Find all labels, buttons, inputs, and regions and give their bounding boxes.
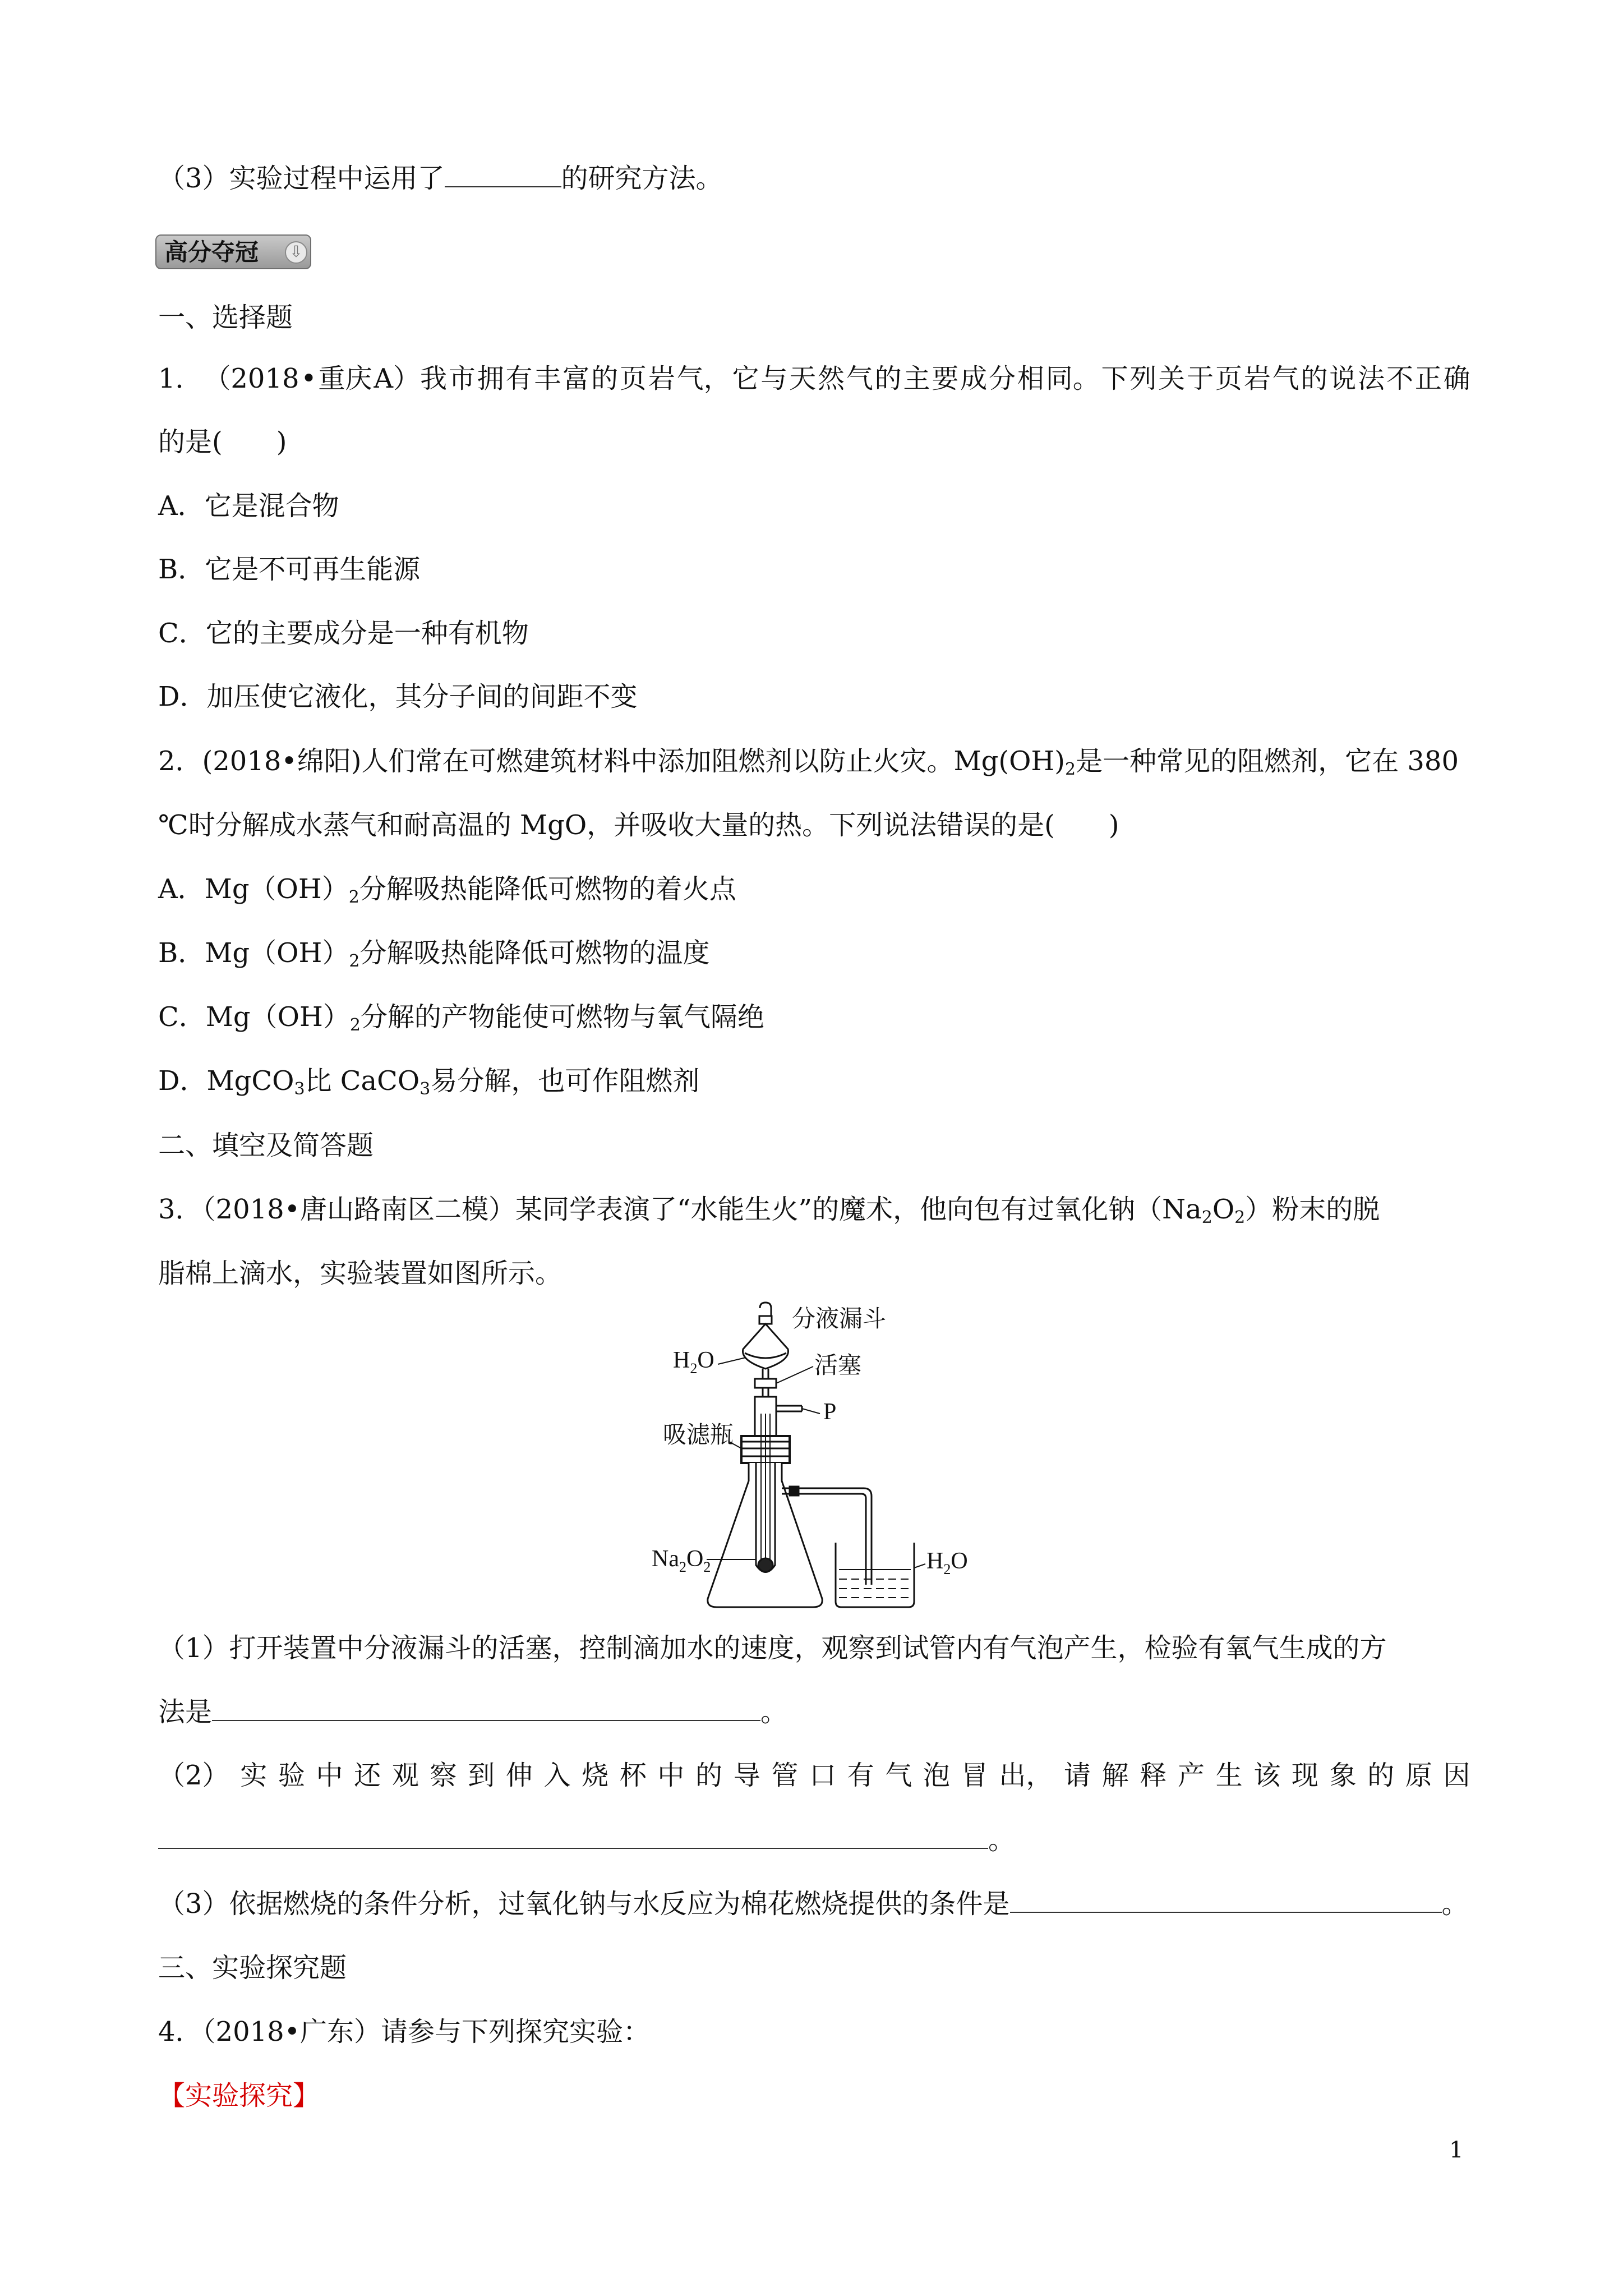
text-segment: 气 bbox=[1272, 363, 1299, 394]
text-segment: 岩 bbox=[648, 363, 675, 394]
text-segment: 观 bbox=[391, 1760, 419, 1791]
prev-question-3: （3）实验过程中运用了 的研究方法。 bbox=[158, 163, 723, 194]
text-segment: 富 bbox=[562, 363, 590, 394]
text-segment: 列 bbox=[1129, 363, 1157, 394]
question-2-option-d: D．MgCO$_3$比 CaCO$_3$易分解，也可作阻燃剂 bbox=[158, 1065, 700, 1099]
text-segment: 现 bbox=[1291, 1760, 1318, 1791]
text-segment: 页 bbox=[1215, 363, 1242, 394]
text-segment: 到 bbox=[468, 1760, 495, 1791]
text-segment: 要 bbox=[932, 363, 959, 394]
text-segment: 的 bbox=[695, 1760, 723, 1791]
question-2-option-a: A．$Mg(OH)_2$分解吸热能降低可燃物的着火点 bbox=[158, 873, 736, 907]
question-4-line1: 4．（2018•广东）请参与下列探究实验： bbox=[158, 2016, 651, 2047]
question-1-line2: 的是( ) bbox=[158, 426, 287, 458]
p-label: P bbox=[823, 1399, 837, 1425]
text-segment: 它 bbox=[732, 363, 759, 394]
text-segment: 还 bbox=[354, 1760, 381, 1791]
text-segment: 解 bbox=[1101, 1760, 1129, 1791]
question-3-line1: 3．（2018•唐山路南区二模）某同学表演了“水能生火”的魔术，他向包有过氧化钠$(Na_2O_2)$粉末的脱 bbox=[158, 1194, 1380, 1227]
na2o2-powder bbox=[758, 1558, 773, 1572]
text-segment: 确 bbox=[1443, 363, 1470, 394]
question-2-option-c: C．$Mg(OH)_2$分解的产物能使可燃物与氧气隔绝 bbox=[158, 1001, 764, 1035]
section-badge: 高分夺冠 bbox=[155, 234, 311, 269]
section-heading-1: 一、选择题 bbox=[158, 302, 293, 333]
h2o-pointer bbox=[718, 1358, 746, 1364]
text-segment: 中 bbox=[657, 1760, 685, 1791]
answer-blank[interactable] bbox=[445, 163, 561, 187]
text-segment: 相 bbox=[1017, 363, 1044, 394]
text-segment: 杯 bbox=[619, 1760, 647, 1791]
text-segment: 天 bbox=[789, 363, 817, 394]
text-segment: 实 bbox=[240, 1760, 268, 1791]
stopcock bbox=[755, 1379, 776, 1388]
text-segment: 生 bbox=[1215, 1760, 1243, 1791]
answer-blank[interactable] bbox=[158, 1824, 988, 1849]
text-segment: 正 bbox=[1414, 363, 1442, 394]
text-segment: 导 bbox=[733, 1760, 760, 1791]
text-segment: 拥 bbox=[477, 363, 504, 394]
h2o-right-label: $H_2O$ bbox=[926, 1548, 968, 1577]
tube-connector bbox=[790, 1487, 799, 1496]
text-segment: 1． bbox=[158, 363, 202, 394]
text-segment: 冒 bbox=[961, 1760, 988, 1791]
text-segment: 中 bbox=[316, 1760, 343, 1791]
text-segment: 的 bbox=[1367, 1760, 1395, 1791]
apparatus-diagram bbox=[645, 1301, 1015, 1616]
text-segment: 管 bbox=[771, 1760, 799, 1791]
question-1-option-a: A．它是混合物 bbox=[158, 490, 339, 522]
question-2-line1: 2．(2018•绵阳)人们常在可燃建筑材料中添加阻燃剂以防止火灾。$Mg(OH)_2$是一种常见的阻燃剂，它在 380 bbox=[158, 746, 1459, 779]
text-segment: 察 bbox=[430, 1760, 457, 1791]
text-segment: 岩 bbox=[1243, 363, 1271, 394]
text-segment: • bbox=[301, 363, 317, 394]
h2o-left-label: $H_2O$ bbox=[673, 1347, 714, 1377]
text-segment: 有 bbox=[505, 363, 533, 394]
answer-blank[interactable] bbox=[212, 1696, 760, 1721]
text-segment: 的 bbox=[591, 363, 619, 394]
text-segment: （2） bbox=[158, 1760, 229, 1791]
section-heading-2: 二、填空及简答题 bbox=[158, 1130, 374, 1161]
text-segment: 的 bbox=[874, 363, 902, 394]
text-segment: A）我 bbox=[374, 363, 448, 394]
experiment-heading: 【实验探究】 bbox=[158, 2080, 320, 2111]
text-segment: 成 bbox=[960, 363, 988, 394]
question-1-line1 bbox=[158, 362, 1470, 395]
h2o-right-pointer bbox=[914, 1564, 925, 1568]
na2o2-label: $Na_2O_2$ bbox=[652, 1546, 711, 1575]
question-3-sub1-line1: （1）打开装置中分液漏斗的活塞，控制滴加水的速度，观察到试管内有气泡产生，检验有氧气生成的方 bbox=[158, 1632, 1387, 1664]
text-segment: 释 bbox=[1140, 1760, 1167, 1791]
text-segment: 重庆 bbox=[318, 363, 372, 394]
section-heading-3: 三、实验探究题 bbox=[158, 1952, 347, 1984]
text-segment: 请 bbox=[1063, 1760, 1091, 1791]
question-1-option-b: B．它是不可再生能源 bbox=[158, 554, 421, 585]
text-segment: 与 bbox=[760, 363, 788, 394]
text-segment: 烧 bbox=[582, 1760, 609, 1791]
question-3-line2: 脂棉上滴水，实验装置如图所示。 bbox=[158, 1258, 562, 1289]
question-3-sub2-line1 bbox=[158, 1759, 1470, 1792]
text-segment: 有 bbox=[847, 1760, 874, 1791]
text-segment: 下 bbox=[1101, 363, 1128, 394]
text-segment: 该 bbox=[1253, 1760, 1281, 1791]
text-segment: 法 bbox=[1358, 363, 1385, 394]
text-segment: 说 bbox=[1329, 363, 1357, 394]
text-segment: 同。 bbox=[1045, 363, 1100, 394]
text-segment: 关 bbox=[1158, 363, 1186, 394]
text-segment: 气 bbox=[885, 1760, 912, 1791]
question-3-sub2-line2: 。 bbox=[158, 1823, 1015, 1857]
page-number: 1 bbox=[1449, 2137, 1464, 2163]
text-segment: 分 bbox=[989, 363, 1016, 394]
p-pointer bbox=[802, 1409, 820, 1414]
stopcock-pointer bbox=[776, 1366, 813, 1383]
text-segment: 主 bbox=[903, 363, 930, 394]
funnel-bulb bbox=[743, 1324, 789, 1369]
text-segment: 口 bbox=[809, 1760, 837, 1791]
down-arrow-icon: ⇩ bbox=[285, 241, 307, 264]
text-segment: （2018 bbox=[204, 363, 299, 394]
text-segment: 象 bbox=[1329, 1760, 1357, 1791]
funnel-label: 分液漏斗 bbox=[792, 1305, 887, 1332]
text-segment: 气 bbox=[846, 363, 873, 394]
question-1-option-d: D．加压使它液化，其分子间的间距不变 bbox=[158, 681, 638, 712]
text-segment: 验 bbox=[278, 1760, 305, 1791]
question-2-line2: ℃时分解成水蒸气和耐高温的 MgO，并吸收大量的热。下列说法错误的是( ) bbox=[158, 809, 1119, 841]
question-2-option-b: B．$Mg(OH)_2$分解吸热能降低可燃物的温度 bbox=[158, 937, 710, 971]
text-segment: 入 bbox=[543, 1760, 571, 1791]
text-segment: 泡 bbox=[923, 1760, 951, 1791]
text-segment: 出， bbox=[999, 1760, 1053, 1791]
text-segment: 不 bbox=[1386, 363, 1414, 394]
text-segment: 产 bbox=[1177, 1760, 1205, 1791]
question-3-sub3: （3）依据燃烧的条件分析，过氧化钠与水反应为棉花燃烧提供的条件是 。 bbox=[158, 1888, 1469, 1920]
text-segment: 的 bbox=[1301, 363, 1328, 394]
stopcock-label: 活塞 bbox=[814, 1351, 862, 1379]
question-3-sub1-line2: 法是 。 bbox=[158, 1696, 788, 1728]
text-segment: 市 bbox=[448, 363, 476, 394]
question-1-option-c: C．它的主要成分是一种有机物 bbox=[158, 618, 529, 649]
text-segment: 气， bbox=[676, 363, 731, 394]
text-segment: 页 bbox=[619, 363, 647, 394]
text-segment: 伸 bbox=[505, 1760, 533, 1791]
text-segment: 丰 bbox=[534, 363, 561, 394]
text-segment: 因 bbox=[1443, 1760, 1470, 1791]
text-segment: 然 bbox=[817, 363, 845, 394]
text-segment: 于 bbox=[1187, 363, 1214, 394]
answer-blank[interactable] bbox=[1010, 1888, 1442, 1913]
text-segment: 原 bbox=[1405, 1760, 1432, 1791]
flask-label: 吸滤瓶 bbox=[663, 1421, 734, 1448]
